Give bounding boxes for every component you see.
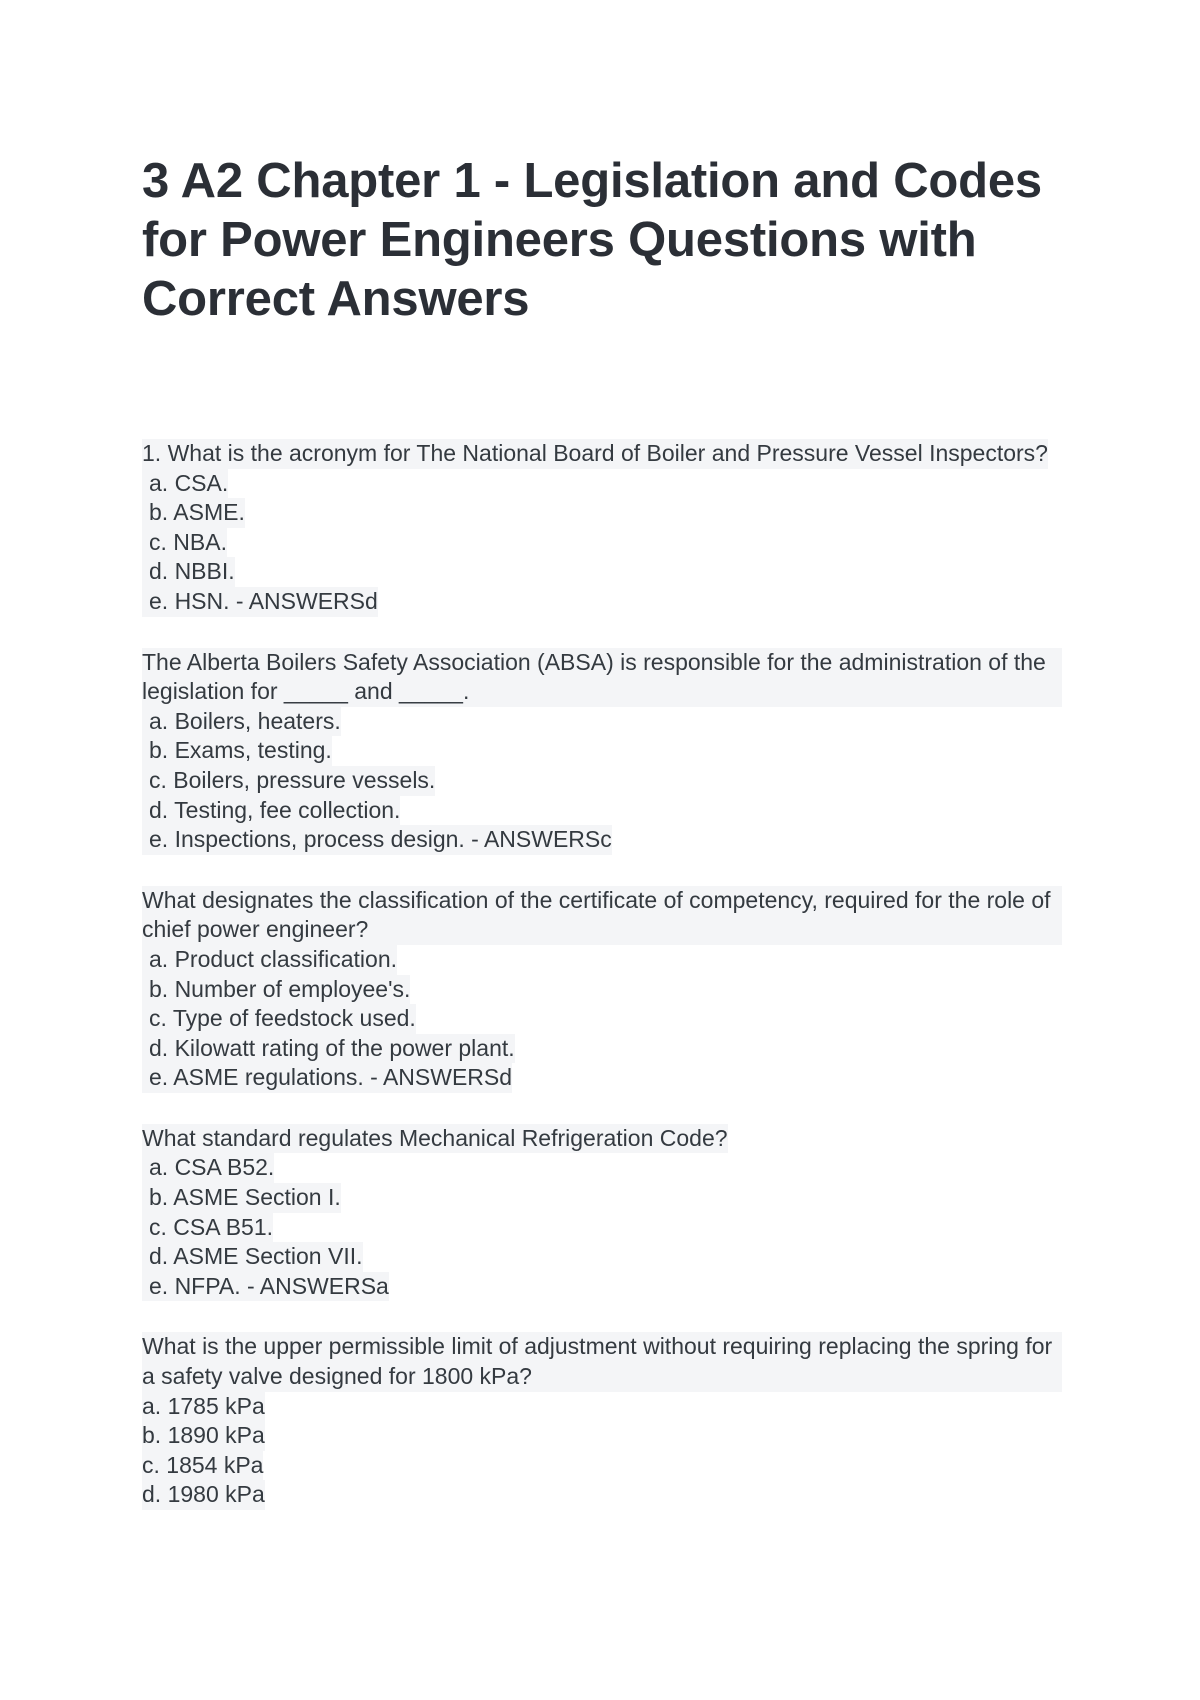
option-item: c. 1854 kPa	[142, 1451, 263, 1481]
option-item: e. HSN. - ANSWERSd	[142, 587, 378, 617]
question-text: What standard regulates Mechanical Refrigeration Code?	[142, 1124, 728, 1154]
option-item: a. 1785 kPa	[142, 1392, 265, 1422]
question-text: What is the upper permissible limit of adjustment without requiring replacing the spring for a safety valve designed for 1800 kPa?	[142, 1332, 1062, 1391]
question-list	[142, 439, 1072, 1510]
option-list	[142, 1392, 1072, 1510]
option-item: a. CSA.	[142, 469, 228, 499]
option-item: d. ASME Section VII.	[142, 1242, 363, 1272]
option-item: e. Inspections, process design. - ANSWERSc	[142, 825, 612, 855]
option-list	[142, 707, 1072, 855]
question-5	[142, 1332, 1072, 1510]
option-item: a. Boilers, heaters.	[142, 707, 341, 737]
question-text: 1. What is the acronym for The National Board of Boiler and Pressure Vessel Inspectors?	[142, 439, 1048, 469]
option-item: c. Boilers, pressure vessels.	[142, 766, 435, 796]
document-page	[142, 152, 1072, 1541]
option-list	[142, 469, 1072, 617]
option-item: a. Product classification.	[142, 945, 397, 975]
document-title: 3 A2 Chapter 1 - Legislation and Codes for Power Engineers Questions with Correct Answers	[142, 154, 1042, 326]
question-2	[142, 648, 1072, 855]
option-item: c. CSA B51.	[142, 1213, 273, 1243]
option-item: b. Number of employee's.	[142, 975, 410, 1005]
question-4	[142, 1124, 1072, 1302]
option-item: b. ASME Section I.	[142, 1183, 341, 1213]
option-item: d. Testing, fee collection.	[142, 796, 400, 826]
option-item: b. ASME.	[142, 498, 245, 528]
question-text: What designates the classification of the certificate of competency, required for the role of chief power engineer?	[142, 886, 1062, 945]
option-item: b. 1890 kPa	[142, 1421, 265, 1451]
question-1	[142, 439, 1072, 617]
option-item: d. NBBI.	[142, 557, 235, 587]
question-text: The Alberta Boilers Safety Association (ABSA) is responsible for the administration of the legislation for _____ and _____.	[142, 648, 1062, 707]
option-item: c. NBA.	[142, 528, 227, 558]
option-item: a. CSA B52.	[142, 1153, 274, 1183]
option-list	[142, 1153, 1072, 1301]
option-item: c. Type of feedstock used.	[142, 1004, 416, 1034]
option-item: d. 1980 kPa	[142, 1480, 265, 1510]
option-list	[142, 945, 1072, 1093]
option-item: d. Kilowatt rating of the power plant.	[142, 1034, 515, 1064]
option-item: b. Exams, testing.	[142, 736, 332, 766]
question-3	[142, 886, 1072, 1093]
option-item: e. NFPA. - ANSWERSa	[142, 1272, 389, 1302]
option-item: e. ASME regulations. - ANSWERSd	[142, 1063, 512, 1093]
